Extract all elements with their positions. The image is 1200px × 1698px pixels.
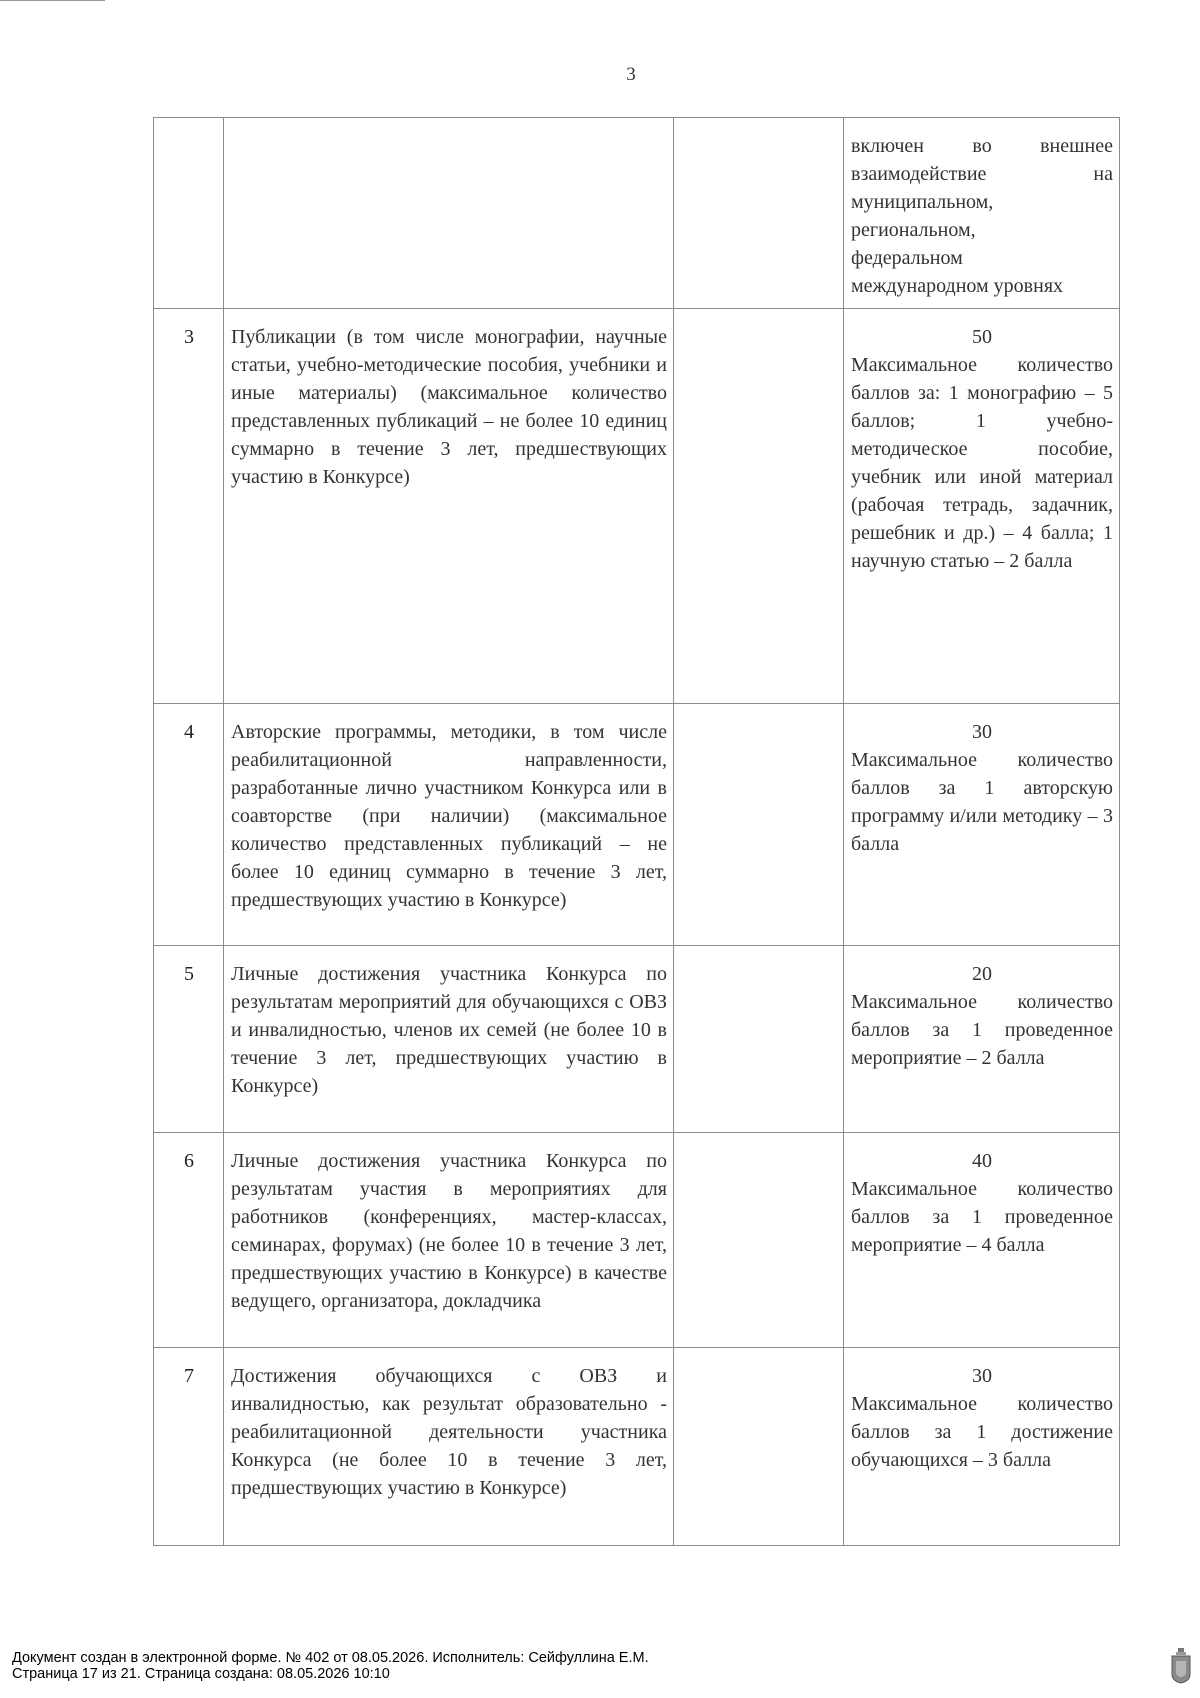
- page-number: 3: [626, 64, 636, 85]
- max-points: 30: [972, 721, 992, 743]
- score-description: Максимальное количество баллов за 1 проведенное мероприятие – 4 балла: [851, 1178, 1113, 1256]
- criterion-cell: [224, 118, 674, 309]
- score-cell: [844, 704, 1120, 946]
- criterion-cell: Личные достижения участника Конкурса по результатам участия в мероприятиях для работников (конференциях, мастер-классах, семинарах, форумах) (не более 10 в течение 3 лет, предшествующих участию в Конкурсе) в качестве ведущего, организатора, докладчика: [224, 1133, 674, 1348]
- score-cell: [844, 946, 1120, 1133]
- score-description: Максимальное количество баллов за 1 авторскую программу и/или методику – 3 балла: [851, 749, 1113, 855]
- table-row: [154, 1133, 1120, 1348]
- table-row: [154, 704, 1120, 946]
- score-description: Максимальное количество баллов за 1 проведенное мероприятие – 2 балла: [851, 991, 1113, 1069]
- score-line: федеральном: [851, 247, 963, 269]
- footer-line-document-info: Документ создан в электронной форме. № 402 от 08.05.2026. Исполнитель: Сейфуллина Е.М.: [12, 1650, 649, 1666]
- score-cell: [844, 1348, 1120, 1546]
- criterion-cell: Публикации (в том числе монографии, научные статьи, учебно-методические пособия, учебники и иные материалы) (максимальное количество представленных публикаций – не более 10 единиц суммарно в течение 3 лет, предшествующих участию в Конкурсе): [224, 309, 674, 704]
- criteria-table: [153, 117, 1120, 1546]
- empty-cell: [674, 704, 844, 946]
- row-number-cell: 6: [154, 1133, 224, 1348]
- document-footer: [12, 1650, 649, 1682]
- score-line: включен во внешнее: [851, 135, 1113, 157]
- row-number-cell: 5: [154, 946, 224, 1133]
- max-points: 40: [972, 1150, 992, 1172]
- footer-line-page-info: Страница 17 из 21. Страница создана: 08.05.2026 10:10: [12, 1666, 390, 1682]
- row-number-cell: 4: [154, 704, 224, 946]
- score-description: Максимальное количество баллов за 1 достижение обучающихся – 3 балла: [851, 1393, 1113, 1471]
- table-row: [154, 1348, 1120, 1546]
- score-cell: [844, 118, 1120, 309]
- max-points: 50: [972, 326, 992, 348]
- max-points: 30: [972, 1365, 992, 1387]
- score-line: международном уровнях: [851, 275, 1064, 297]
- empty-cell: [674, 946, 844, 1133]
- criterion-cell: Личные достижения участника Конкурса по результатам мероприятий для обучающихся с ОВЗ и инвалидностью, членов их семей (не более 10 в течение 3 лет, предшествующих участию в Конкурсе): [224, 946, 674, 1133]
- score-line: региональном,: [851, 219, 976, 241]
- scan-corner-mark: [0, 0, 105, 3]
- criterion-cell: Достижения обучающихся с ОВЗ и инвалидностью, как результат образовательно - реабилитационной деятельности участника Конкурса (не более 10 в течение 3 лет, предшествующих участию в Конкурсе): [224, 1348, 674, 1546]
- score-line: взаимодействие на: [851, 163, 1113, 185]
- coat-of-arms-icon: [1170, 1648, 1192, 1684]
- row-number-cell: 7: [154, 1348, 224, 1546]
- row-number-cell: 3: [154, 309, 224, 704]
- empty-cell: [674, 1348, 844, 1546]
- empty-cell: [674, 118, 844, 309]
- score-cell: [844, 1133, 1120, 1348]
- row-number-cell: [154, 118, 224, 309]
- criterion-cell: Авторские программы, методики, в том числе реабилитационной направленности, разработанные лично участником Конкурса или в соавторстве (при наличии) (максимальное количество представленных публикаций – не более 10 единиц суммарно в течение 3 лет, предшествующих участию в Конкурсе): [224, 704, 674, 946]
- empty-cell: [674, 309, 844, 704]
- table-row: [154, 309, 1120, 704]
- score-line: муниципальном,: [851, 191, 994, 213]
- table-row-continuation: [154, 118, 1120, 309]
- score-description: Максимальное количество баллов за: 1 монографию – 5 баллов; 1 учебно-методическое пособие, учебник или иной материал (рабочая тетрадь, задачник, решебник и др.) – 4 балла; 1 научную статью – 2 балла: [851, 354, 1113, 572]
- empty-cell: [674, 1133, 844, 1348]
- table-row: [154, 946, 1120, 1133]
- score-cell: [844, 309, 1120, 704]
- max-points: 20: [972, 963, 992, 985]
